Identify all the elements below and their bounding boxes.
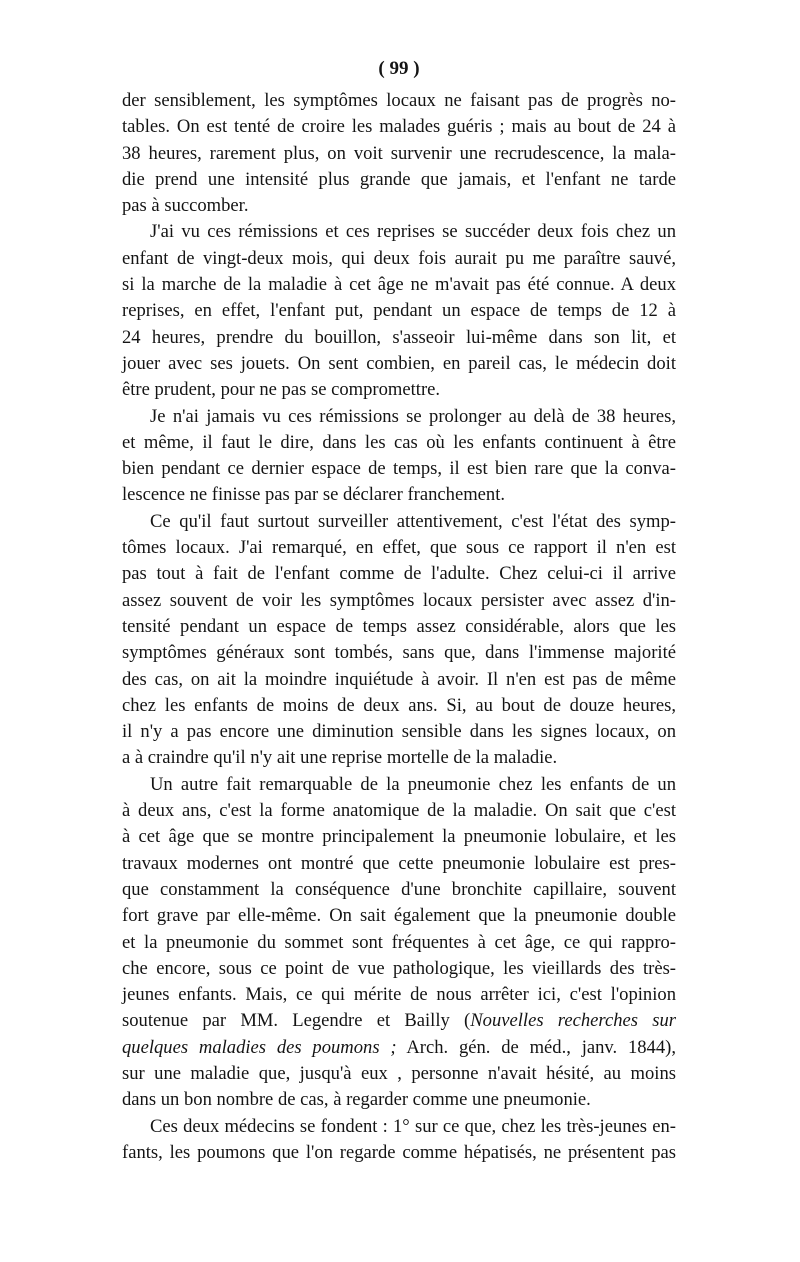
text-line: il n'y a pas encore une diminution sensible dans les signes locaux, on xyxy=(122,721,676,743)
text-line: bien pendant ce dernier espace de temps, il est bien rare que la conva- xyxy=(122,458,676,480)
paragraph-1 xyxy=(122,88,676,219)
text-line: lescence ne finisse pas par se déclarer franchement. xyxy=(122,484,506,506)
text-line: pas tout à fait de l'enfant comme de l'adulte. Chez celui-ci il arrive xyxy=(122,563,676,585)
paragraph-2 xyxy=(122,219,676,403)
text-line: fort grave par elle-même. On sait également que la pneumonie double xyxy=(122,905,676,927)
text-line: Ce qu'il faut surtout surveiller attentivement, c'est l'état des symp- xyxy=(150,510,676,532)
text-line: tables. On est tenté de croire les malades guéris ; mais au bout de 24 à xyxy=(122,116,676,138)
text-line: tômes locaux. J'ai remarqué, en effet, que sous ce rapport il n'en est xyxy=(122,537,676,559)
paragraph-3 xyxy=(122,404,676,509)
text-line: enfant de vingt-deux mois, qui deux fois aurait pu me paraître sauvé, xyxy=(122,247,676,269)
text-line: jeunes enfants. Mais, ce qui mérite de nous arrêter ici, c'est l'opinion xyxy=(122,984,676,1006)
text-line: sur une maladie que, jusqu'à eux , personne n'avait hésité, au moins xyxy=(122,1062,676,1084)
text-line: Un autre fait remarquable de la pneumonie chez les enfants de un xyxy=(150,773,676,795)
citation-rest: Arch. gén. de méd., janv. 1844), xyxy=(396,1036,676,1058)
page-number: ( 99 ) xyxy=(378,58,420,79)
text-line: être prudent, pour ne pas se compromettre. xyxy=(122,379,441,401)
text-line: a à craindre qu'il n'y ait une reprise mortelle de la maladie. xyxy=(122,747,558,769)
text-line: der sensiblement, les symptômes locaux ne faisant pas de progrès no- xyxy=(122,90,676,111)
text-line: Ces deux médecins se fondent : 1° sur ce que, chez les très-jeunes en- xyxy=(150,1115,676,1137)
text-line: à cet âge que se montre principalement la pneumonie lobulaire, et les xyxy=(122,826,676,848)
text-line: che encore, sous ce point de vue pathologique, les vieillards des très- xyxy=(122,957,676,979)
text-line: J'ai vu ces rémissions et ces reprises se succéder deux fois chez un xyxy=(150,221,676,243)
paragraph-6 xyxy=(122,1114,676,1167)
text-line: des cas, on ait la moindre inquiétude à avoir. Il n'en est pas de même xyxy=(122,668,676,690)
text-line: pas à succomber. xyxy=(122,195,249,217)
citation-title: Nouvelles recherches sur xyxy=(470,1010,677,1032)
text-line: et même, il faut le dire, dans les cas où les enfants continuent à être xyxy=(122,431,676,453)
text-line-with-citation xyxy=(122,1035,676,1061)
text-line: 38 heures, rarement plus, on voit survenir une recrudescence, la mala- xyxy=(122,142,676,164)
text-line: tensité pendant un espace de temps assez considérable, alors que les xyxy=(122,615,676,637)
text-line-with-citation xyxy=(122,1008,676,1034)
text-line: que constamment la conséquence d'une bronchite capillaire, souvent xyxy=(122,878,676,900)
paragraph-5 xyxy=(122,772,676,1114)
citation-lead: soutenue par MM. Legendre et Bailly ( xyxy=(122,1010,471,1032)
text-line: à deux ans, c'est la forme anatomique de la maladie. On sait que c'est xyxy=(122,800,676,822)
text-line: si la marche de la maladie à cet âge ne m'avait pas été connue. A deux xyxy=(122,274,676,296)
text-line: chez les enfants de moins de deux ans. Si, au bout de douze heures, xyxy=(122,694,676,716)
text-line: dans un bon nombre de cas, à regarder comme une pneumonie. xyxy=(122,1089,591,1111)
text-line: travaux modernes ont montré que cette pneumonie lobulaire est pres- xyxy=(122,852,676,874)
text-line: 24 heures, prendre du bouillon, s'asseoir lui-même dans son lit, et xyxy=(122,326,676,348)
text-line: reprises, en effet, l'enfant put, pendant un espace de temps de 12 à xyxy=(122,300,676,322)
text-line: die prend une intensité plus grande que jamais, et l'enfant ne tarde xyxy=(122,168,676,190)
text-line: jouer avec ses jouets. On sent combien, en pareil cas, le médecin doit xyxy=(122,352,676,374)
text-line: et la pneumonie du sommet sont fréquentes à cet âge, ce qui rappro- xyxy=(122,931,676,953)
citation-title-cont: quelques maladies des poumons ; xyxy=(122,1036,397,1058)
text-line: symptômes généraux sont tombés, sans que, dans l'immense majorité xyxy=(122,642,676,664)
text-line: fants, les poumons que l'on regarde comme hépatisés, ne présentent pas xyxy=(122,1141,676,1163)
text-line: assez souvent de voir les symptômes locaux persister avec assez d'in- xyxy=(122,589,676,611)
text-line: Je n'ai jamais vu ces rémissions se prolonger au delà de 38 heures, xyxy=(150,405,676,427)
paragraph-4 xyxy=(122,509,676,772)
book-page xyxy=(122,58,676,1166)
